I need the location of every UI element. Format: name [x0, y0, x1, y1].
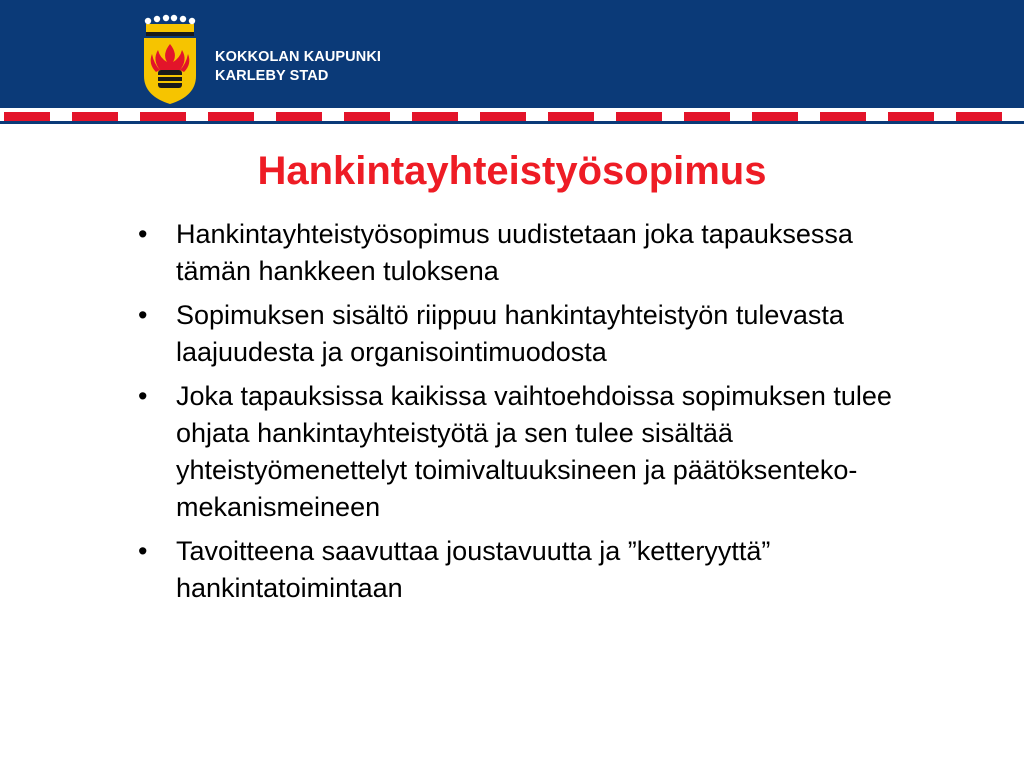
- stripe-segment: [820, 112, 866, 121]
- stripe-segment: [888, 112, 934, 121]
- stripe-segment: [548, 112, 594, 121]
- bullet-text: Joka tapauksissa kaikissa vaihtoehdoissa sopimuksen tulee ohjata hankintayhteistyötä ja sen tulee sisältää yhteistyömenettelyt toimivaltuuksineen ja päätöksenteko-mekanismeineen: [176, 381, 892, 522]
- coat-of-arms-icon: [140, 14, 200, 106]
- stripe-segment: [616, 112, 662, 121]
- organization-name: [215, 48, 381, 86]
- stripe-segment: [4, 112, 50, 121]
- organization-name-fi: KOKKOLAN KAUPUNKI: [215, 49, 382, 65]
- decorative-stripe: [0, 112, 1024, 121]
- bullet-item: [130, 216, 910, 290]
- stripe-segment: [684, 112, 730, 121]
- stripe-segment: [480, 112, 526, 121]
- stripe-segment: [344, 112, 390, 121]
- stripe-segment: [412, 112, 458, 121]
- bullet-icon: •: [138, 536, 148, 566]
- bullet-list: [130, 216, 910, 614]
- bullet-text: Tavoitteena saavuttaa joustavuutta ja ”ketteryyttä” hankintatoimintaan: [176, 536, 771, 603]
- stripe-segment: [72, 112, 118, 121]
- bullet-icon: •: [138, 300, 148, 330]
- bullet-icon: •: [138, 219, 148, 249]
- bullet-item: [130, 378, 910, 526]
- bullet-icon: •: [138, 381, 148, 411]
- slide-title: Hankintayhteistyösopimus: [257, 149, 767, 193]
- bullet-item: [130, 297, 910, 371]
- decorative-stripe-line: [0, 121, 1024, 124]
- stripe-segment: [140, 112, 186, 121]
- stripe-segment: [208, 112, 254, 121]
- stripe-segment: [752, 112, 798, 121]
- bullet-text: Hankintayhteistyösopimus uudistetaan joka tapauksessa tämän hankkeen tuloksena: [176, 219, 853, 286]
- stripe-segment: [276, 112, 322, 121]
- bullet-text: Sopimuksen sisältö riippuu hankintayhteistyön tulevasta laajuudesta ja organisointimuodosta: [176, 300, 844, 367]
- stripe-segment: [956, 112, 1002, 121]
- header-banner: [0, 0, 1024, 108]
- bullet-item: [130, 533, 910, 607]
- organization-name-sv: KARLEBY STAD: [215, 68, 329, 84]
